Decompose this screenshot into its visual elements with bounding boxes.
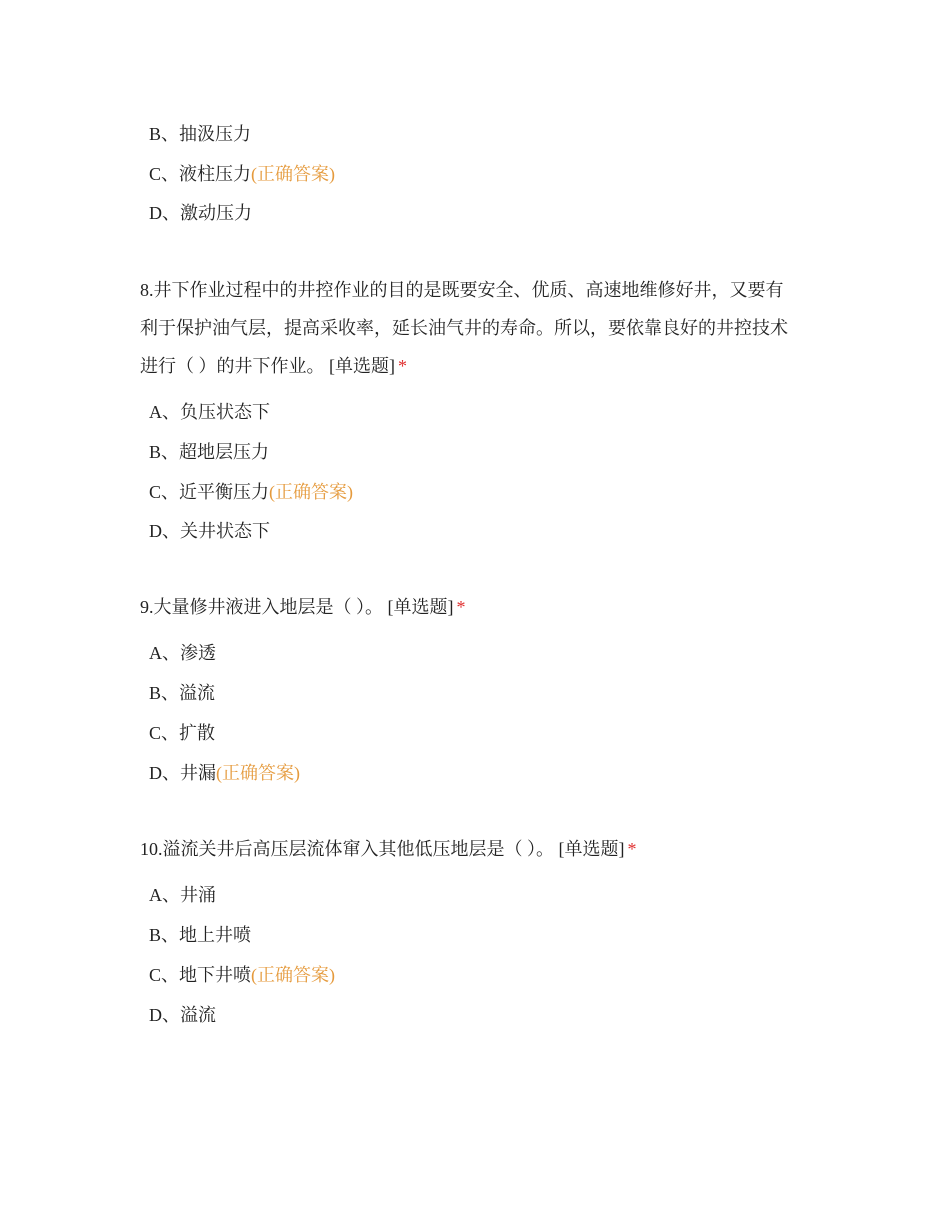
option-q8-d (149, 519, 270, 543)
question-9-title (140, 588, 820, 626)
option-q8-b (149, 440, 269, 464)
option-q9-b (149, 681, 215, 705)
option-text: B、超地层压力 (149, 442, 270, 462)
option-q9-a (149, 641, 216, 665)
question-text-line: 利于保护油气层，提高采收率，延长油气井的寿命。所以，要依靠良好的井控技术 (140, 318, 788, 338)
option-text: A、井涌 (149, 885, 216, 905)
option-q10-d (149, 1003, 216, 1027)
question-text-last: 9.大量修井液进入地层是（ ）。 [单选题] (140, 597, 454, 617)
option-q10-a (149, 883, 216, 907)
option-text: D、井漏 (149, 763, 216, 783)
question-10-title (140, 830, 820, 868)
question-8-title (140, 271, 820, 385)
option-text: A、负压状态下 (149, 402, 270, 422)
question-text-last: 10.溢流关井后高压层流体窜入其他低压地层是（ ）。 [单选题] (140, 839, 625, 859)
question-text-line: 8.井下作业过程中的井控作业的目的是既要安全、优质、高速地维修好井，又要有 (140, 280, 784, 300)
question-text-line (140, 588, 820, 626)
required-mark: * (456, 597, 466, 617)
required-mark: * (398, 356, 407, 376)
correct-answer-label: (正确答案) (269, 482, 354, 502)
option-text: B、地上井喷 (149, 925, 252, 945)
option-text: D、激动压力 (149, 203, 252, 223)
option-text: B、抽汲压力 (149, 124, 252, 144)
option-text: C、扩散 (149, 723, 216, 743)
option-q8-a (149, 400, 270, 424)
option-text: D、溢流 (149, 1005, 216, 1025)
option-prev-c (149, 162, 335, 186)
correct-answer-label: (正确答案) (216, 763, 300, 783)
question-text-last: 进行（ ）的井下作业。 [单选题] (140, 356, 395, 376)
correct-answer-label: (正确答案) (251, 965, 336, 985)
option-prev-d (149, 201, 252, 225)
option-text: C、地下井喷 (149, 965, 252, 985)
option-q8-c (149, 480, 353, 504)
option-q10-b (149, 923, 251, 947)
question-text-line (140, 830, 820, 868)
option-text: B、溢流 (149, 683, 216, 703)
option-q9-c (149, 721, 215, 745)
required-mark: * (627, 839, 637, 859)
option-text: C、液柱压力 (149, 164, 252, 184)
option-text: C、近平衡压力 (149, 482, 270, 502)
option-text: D、关井状态下 (149, 521, 270, 541)
option-text: A、渗透 (149, 643, 216, 663)
option-q10-c (149, 963, 335, 987)
option-prev-b (149, 122, 251, 146)
question-text-line (140, 347, 820, 385)
option-q9-d (149, 761, 300, 785)
correct-answer-label: (正确答案) (251, 164, 336, 184)
